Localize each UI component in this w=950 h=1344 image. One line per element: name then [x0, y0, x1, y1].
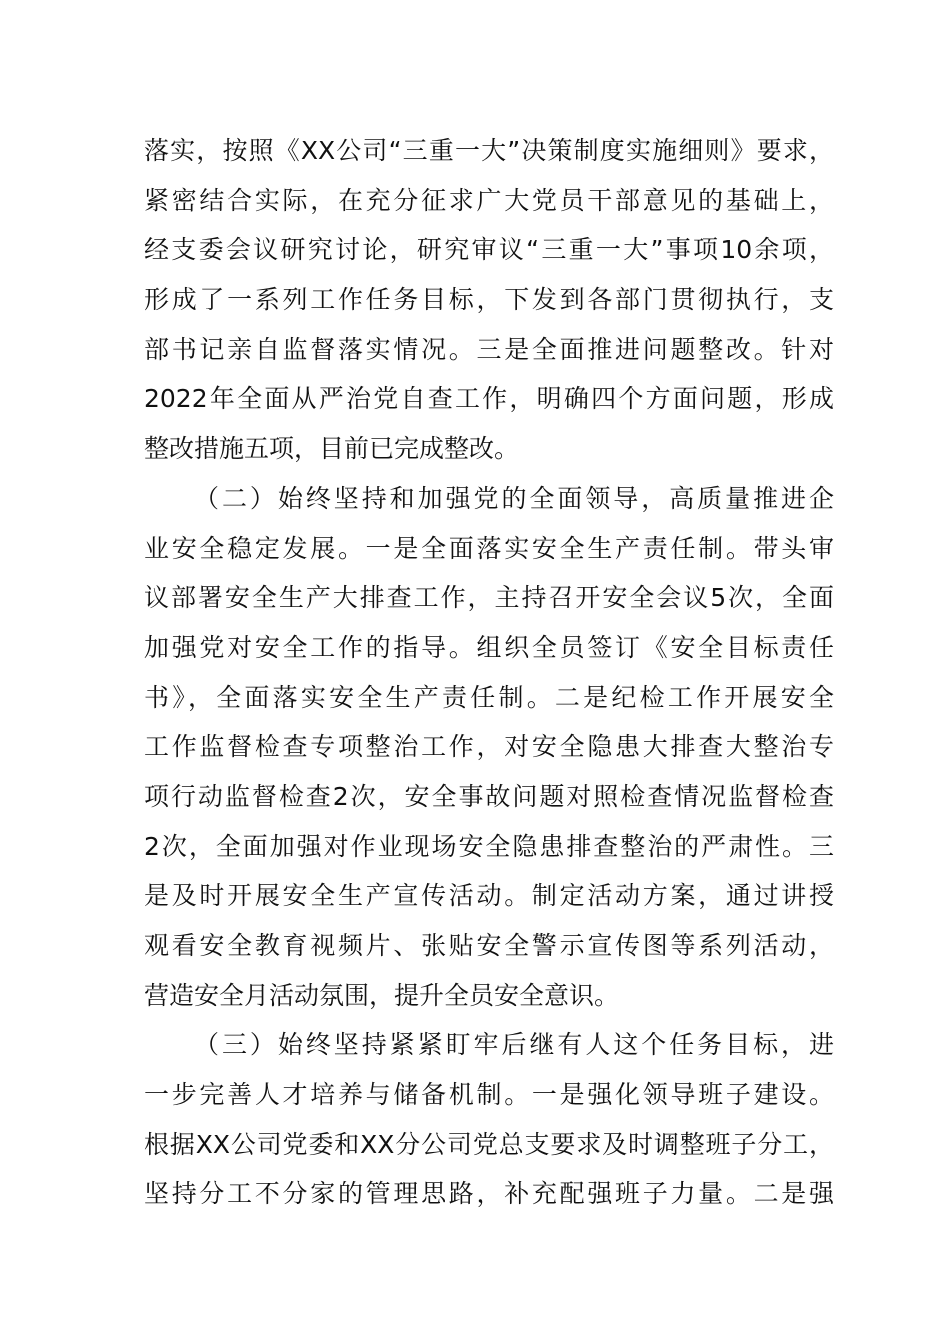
text-line: 工作监督检查专项整治工作，对安全隐患大排查大整治专 [144, 732, 834, 762]
text-line: 项行动监督检查2次，安全事故问题对照检查情况监督检查 [144, 781, 834, 811]
body-text [144, 126, 834, 1219]
text-line: 坚持分工不分家的管理思路，补充配强班子力量。二是强 [144, 1179, 834, 1209]
text-line: 部书记亲自监督落实情况。三是全面推进问题整改。针对 [144, 334, 834, 364]
text-line: 是及时开展安全生产宣传活动。制定活动方案，通过讲授 [144, 881, 834, 911]
section-heading-2: （二）始终坚持和加强党的全面领导，高质量推进企 [194, 483, 834, 513]
text-line: 书》，全面落实安全生产责任制。二是纪检工作开展安全 [144, 682, 834, 712]
section-heading-3: （三）始终坚持紧紧盯牢后继有人这个任务目标，进 [194, 1030, 834, 1060]
text-line: 整改措施五项，目前已完成整改。 [144, 434, 520, 464]
text-line: 2次，全面加强对作业现场安全隐患排查整治的严肃性。三 [144, 831, 834, 861]
text-line: 2022年全面从严治党自查工作，明确四个方面问题，形成 [144, 384, 834, 414]
text-line: 加强党对安全工作的指导。组织全员签订《安全目标责任 [144, 632, 834, 662]
text-line: 根据XX公司党委和XX分公司党总支要求及时调整班子分工， [144, 1129, 834, 1159]
text-line: 一步完善人才培养与储备机制。一是强化领导班子建设。 [144, 1080, 834, 1110]
text-line: 落实，按照《XX公司“三重一大”决策制度实施细则》要求， [144, 136, 834, 165]
text-line: 观看安全教育视频片、张贴安全警示宣传图等系列活动， [144, 931, 834, 960]
text-line: 经支委会议研究讨论，研究审议“三重一大”事项10余项， [144, 235, 834, 265]
text-line: 业安全稳定发展。一是全面落实安全生产责任制。带头审 [144, 533, 834, 563]
text-line: 议部署安全生产大排查工作，主持召开安全会议5次，全面 [144, 583, 834, 613]
text-line: 紧密结合实际，在充分征求广大党员干部意见的基础上， [144, 185, 834, 215]
text-line: 形成了一系列工作任务目标，下发到各部门贯彻执行，支 [144, 285, 834, 315]
text-line: 营造安全月活动氛围，提升全员安全意识。 [144, 980, 620, 1010]
